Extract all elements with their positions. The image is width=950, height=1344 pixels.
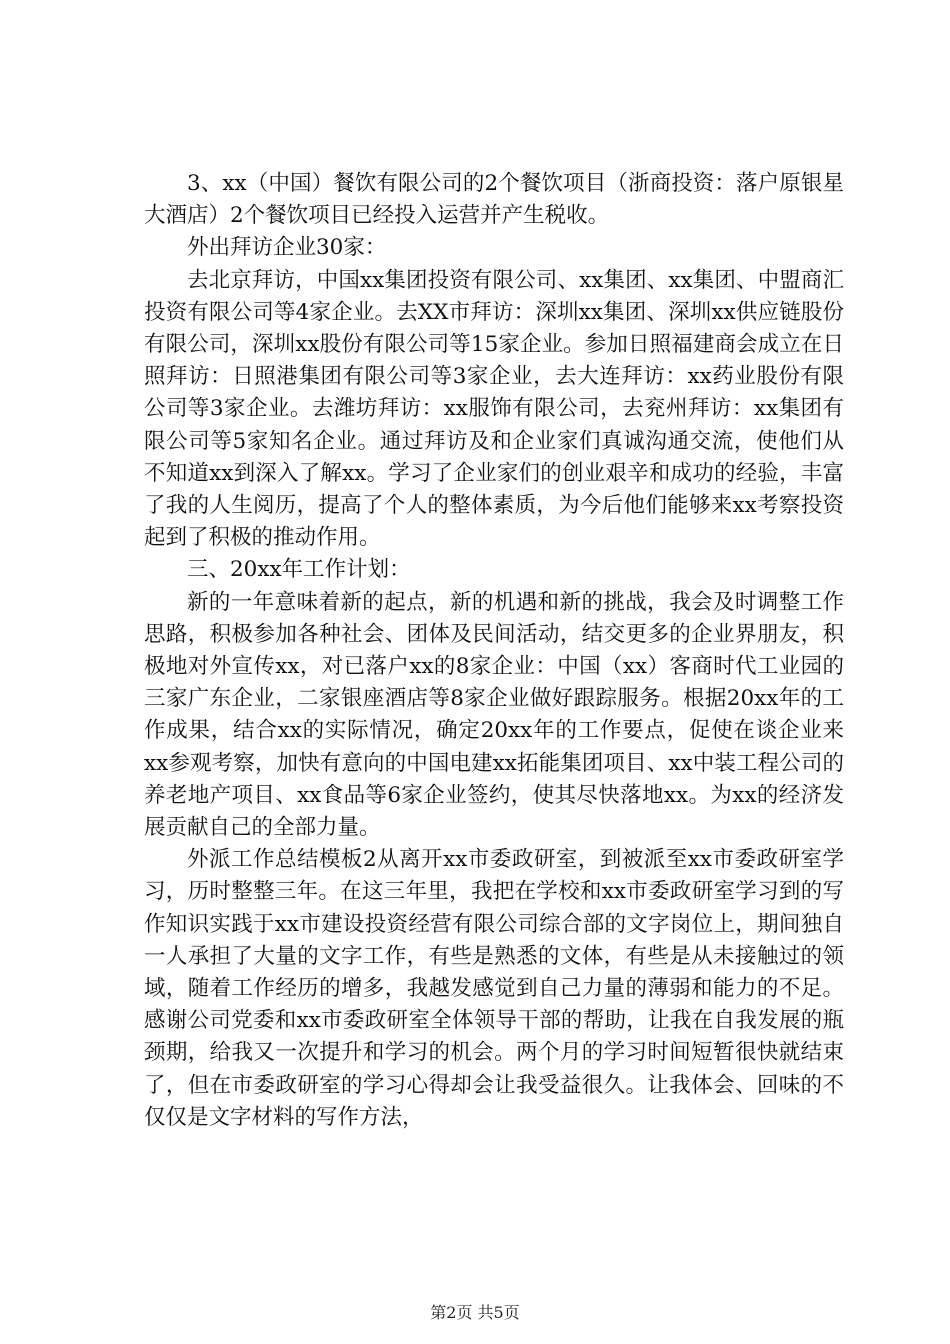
page-footer: 第2页 共5页 xyxy=(430,1303,520,1322)
paragraph: 外出拜访企业30家： xyxy=(187,235,387,261)
paragraph: 外派工作总结模板2从离开xx市委政研室，到被派至xx市委政研室学习，历时整整三年。在这三年里，我把在学校和xx市委政研室学习到的写作知识实践于xx市建设投资经营有限公司综合部的文字岗位上，期间独自一人承担了大量的文字工作，有些是熟悉的文体，有些是从未接触过的领域，随着工作经历的增多，我越发感觉到自己力量的薄弱和能力的不足。感谢公司党委和xx市委政研室全体领导干部的帮助，让我在自我发展的瓶颈期，给我又一次提升和学习的机会。两个月的学习时间短暂很快就结束了，但在市委政研室的学习心得却会让我受益很久。让我体会、回味的不仅仅是文字材料的写作方法， xyxy=(144,847,844,1130)
paragraph: 去北京拜访，中国xx集团投资有限公司、xx集团、xx集团、中盟商汇投资有限公司等4家企业。去XX市拜访：深圳xx集团、深圳xx供应链股份有限公司，深圳xx股份有限公司等15家企业。参加日照福建商会成立在日照拜访：日照港集团有限公司等3家企业，去大连拜访：xx药业股份有限公司等3家企业。去潍坊拜访：xx服饰有限公司，去兖州拜访：xx集团有限公司等5家知名企业。通过拜访及和企业家们真诚沟通交流，使他们从不知道xx到深入了解xx。学习了企业家们的创业艰辛和成功的经验，丰富了我的人生阅历，提高了个人的整体素质，为今后他们能够来xx考察投资起到了积极的推动作用。 xyxy=(144,267,844,551)
paragraph: 新的一年意味着新的起点，新的机遇和新的挑战，我会及时调整工作思路，积极参加各种社会、团体及民间活动，结交更多的企业界朋友，积极地对外宣传xx，对已落户xx的8家企业：中国（xx）客商时代工业园的三家广东企业，二家银座酒店等8家企业做好跟踪服务。根据20xx年的工作成果，结合xx的实际情况，确定20xx年的工作要点，促使在谈企业来xx参观考察，加快有意向的中国电建xx拓能集团项目、xx中装工程公司的养老地产项目、xx食品等6家企业签约，使其尽快落地xx。为xx的经济发展贡献自己的全部力量。 xyxy=(144,589,844,841)
document-body xyxy=(144,168,844,1134)
paragraph: 三、20xx年工作计划： xyxy=(187,557,411,583)
paragraph: 3、xx（中国）餐饮有限公司的2个餐饮项目（浙商投资：落户原银星大酒店）2个餐饮项目已经投入运营并产生税收。 xyxy=(144,171,844,229)
